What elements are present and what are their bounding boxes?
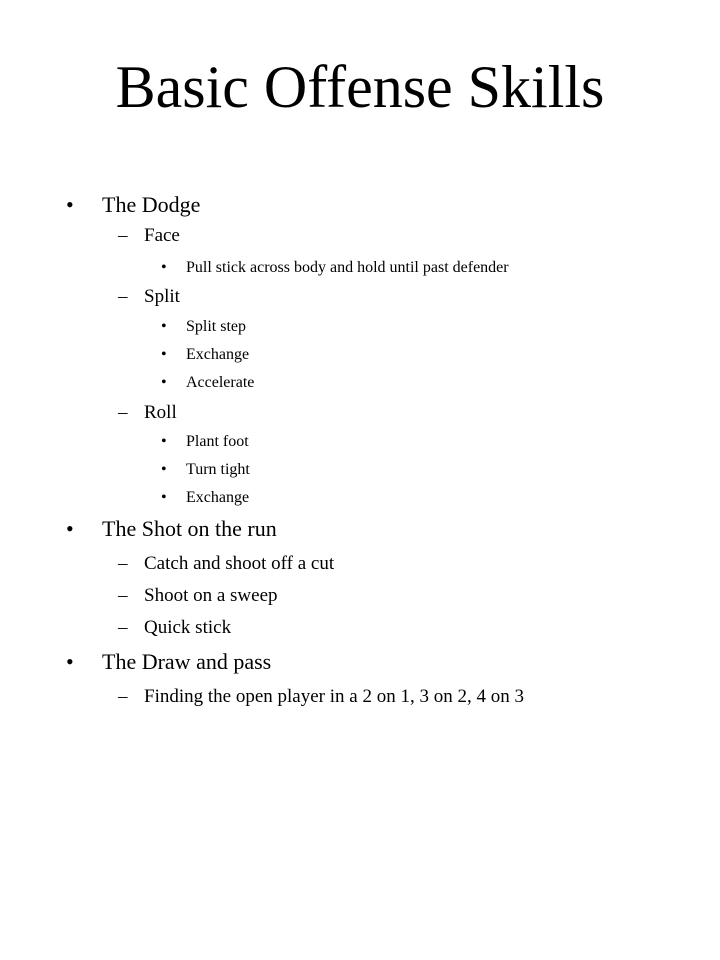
list-item-text: Face — [144, 225, 180, 246]
list-item-text: Exchange — [186, 489, 250, 506]
list-item-text: The Draw and pass — [102, 649, 272, 674]
dash-icon: – — [118, 585, 128, 606]
bullet-icon: • — [161, 461, 167, 478]
list-item-text: Pull stick across body and hold until past defender — [186, 259, 509, 276]
list-item-text: The Dodge — [102, 192, 201, 217]
bullet-icon: • — [66, 192, 74, 217]
bullet-icon: • — [66, 649, 74, 674]
list-item-text: Roll — [144, 402, 177, 423]
list-item-text: Turn tight — [186, 461, 250, 478]
bullet-icon: • — [161, 318, 167, 335]
bullet-icon: • — [161, 489, 167, 506]
list-item-text: Catch and shoot off a cut — [144, 553, 335, 574]
list-item-text: Finding the open player in a 2 on 1, 3 on 2, 4 on 3 — [144, 686, 524, 707]
list-item-text: Split — [144, 286, 180, 307]
dash-icon: – — [118, 553, 128, 574]
dash-icon: – — [118, 286, 128, 307]
slide-title: Basic Offense Skills — [115, 54, 605, 120]
dash-icon: – — [118, 686, 128, 707]
list-item-text: The Shot on the run — [102, 516, 277, 541]
bullet-icon: • — [161, 374, 167, 391]
list-item-text: Accelerate — [186, 374, 255, 391]
dash-icon: – — [118, 402, 128, 423]
list-item-text: Exchange — [186, 346, 250, 363]
list-item-text: Shoot on a sweep — [144, 585, 278, 606]
bullet-icon: • — [161, 346, 167, 363]
list-item-text: Split step — [186, 318, 247, 335]
list-item-text: Plant foot — [186, 433, 249, 450]
dash-icon: – — [118, 617, 128, 638]
list-item-text: Quick stick — [144, 617, 232, 638]
bullet-icon: • — [161, 259, 167, 276]
bullet-icon: • — [66, 516, 74, 541]
bullet-icon: • — [161, 433, 167, 450]
dash-icon: – — [118, 225, 128, 246]
